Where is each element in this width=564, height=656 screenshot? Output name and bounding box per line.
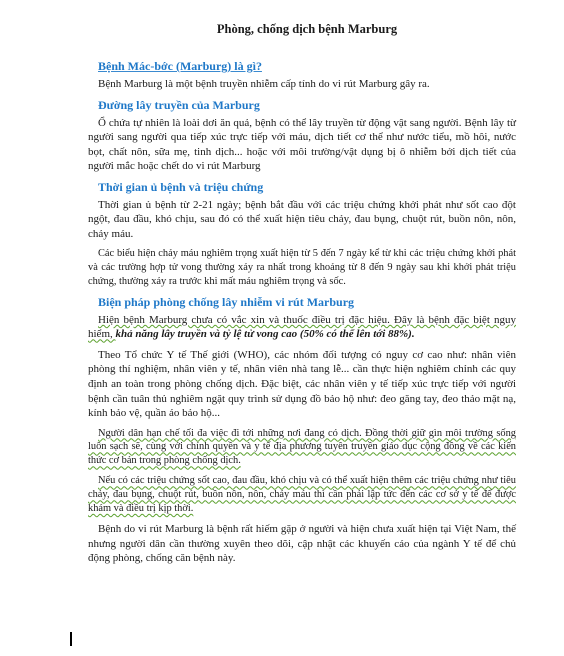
paragraph-transmission: Ổ chứa tự nhiên là loài dơi ăn quả, bệnh có thể lây truyền từ động vật sang người. Bệnh lây từ người sang người qua tiếp xúc trực tiếp với máu, dịch tiết cơ thể như nước tiểu, mồ hôi, nước bọt, chất nôn, sữa mẹ, tinh dịch... hoặc với môi trường/vật dụng bị ô nhiễm bởi dịch tiết của người mắc hoặc chết do vi rút Marburg [88, 116, 516, 173]
paragraph-conclusion: Bệnh do vi rút Marburg là bệnh rất hiếm gặp ở người và hiện chưa xuất hiện tại Việt Nam, thế nhưng người dân cần thường xuyên theo dõi, cập nhật các khuyến cáo của ngành Y tế để chủ động phòng, chống căn bệnh này. [88, 523, 516, 565]
paragraph-no-vaccine [88, 313, 516, 342]
paragraph-definition: Bệnh Marburg là một bệnh truyền nhiễm cấp tính do vi rút Marburg gây ra. [98, 78, 430, 90]
text-no-vaccine: Hiện bệnh Marburg chưa có vắc xin và thuốc điều trị đặc hiệu. Đây là bệnh đặc biệt nguy hiểm, [88, 313, 516, 341]
heading-what-is-marburg: Bệnh Mác-bớc (Marburg) là gì? [98, 59, 262, 73]
heading-incubation-symptoms: Thời gian ủ bệnh và triệu chứng [98, 179, 264, 194]
heading-transmission: Đường lây truyền của Marburg [98, 97, 260, 112]
heading-prevention: Biện pháp phòng chống lây nhiễm vi rút Marburg [98, 294, 355, 309]
paragraph-bleeding: Các biểu hiện chảy máu nghiêm trọng xuất hiện từ 5 đến 7 ngày kể từ khi các triệu chứng khởi phát và các trường hợp tử vong thường xảy ra nhất trong khoảng từ 8 đến 9 ngày sau khi khởi phát triệu chứng, thường xảy ra trước khi mất máu nghiêm trọng và sốc. [88, 248, 516, 287]
paragraph-seek-care: Nếu có các triệu chứng sốt cao, đau đầu, khó chịu và có thể xuất hiện thêm các triệu chứng như tiêu chảy, đau bụng, chuột rút, buồn nôn, nôn, chảy máu thì cần phải lập tức đến các cơ sở y tế để được khám và điều trị kịp thời. [88, 475, 516, 515]
paragraph-who-guidance: Theo Tổ chức Y tế Thế giới (WHO), các nhóm đối tượng có nguy cơ cao như: nhân viên phòng thí nghiệm, nhân viên y tế, nhân viên nhà tang lễ... cần thực hiện nghiêm chỉnh các quy định an toàn trong phòng chống dịch. Đặc biệt, các nhân viên y tế tiếp xúc trực tiếp với người bệnh cần tuân thủ nghiêm ngặt quy trình sử dụng đồ bảo hộ như: đeo găng tay, đeo thảo mặt nạ, kính bảo vệ, quần áo bảo hộ... [88, 348, 516, 420]
text-fatality-rate: khả năng lây truyền và tỷ lệ tử vong cao (50% có thể lên tới 88%). [115, 328, 415, 341]
paragraph-incubation: Thời gian ủ bệnh từ 2-21 ngày; bệnh bắt đầu với các triệu chứng khởi phát như sốt cao đột ngột, đau đầu, khó chịu, sau đó có thể xuất hiện tiêu chảy, đau bụng, chuột rút, buồn nôn, nôn, chảy máu. [88, 198, 516, 240]
document-title: Phòng, chống dịch bệnh Marburg [216, 22, 398, 36]
paragraph-community: Người dân hạn chế tối đa việc đi tới những nơi đang có dịch. Đồng thời giữ gìn môi trường sống luôn sạch sẽ, cùng với chính quyền và y tế địa phương tuyên truyền giáo dục cộng đồng về các kiến thức cơ bản trong phòng chống dịch. [88, 427, 516, 467]
text-cursor [70, 632, 72, 646]
